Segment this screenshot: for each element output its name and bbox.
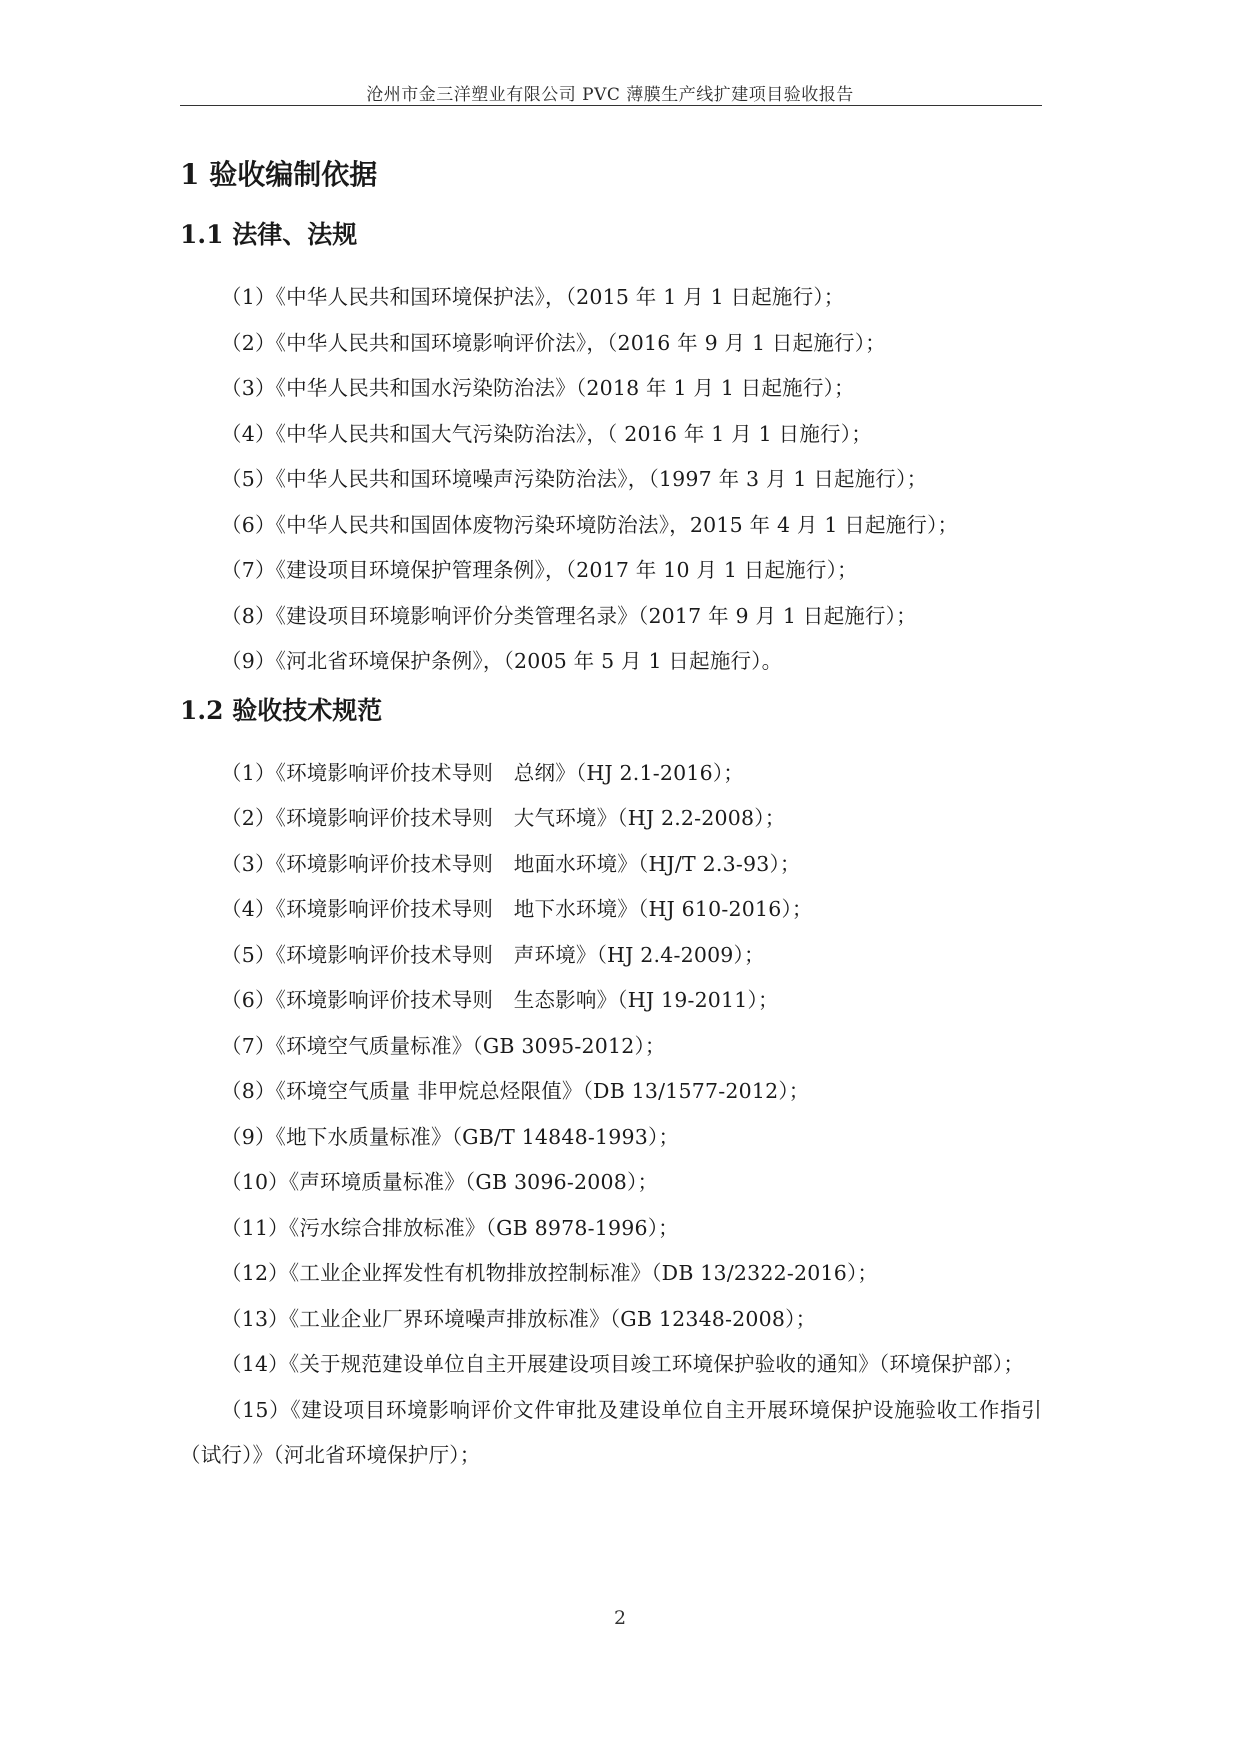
- list-item: （3）《中华人民共和国水污染防治法》（2018 年 1 月 1 日起施行）；: [221, 376, 855, 400]
- list-item: （9）《地下水质量标准》（GB/T 14848-1993）；: [221, 1124, 680, 1149]
- list-item: （15）《建设项目环境影响评价文件审批及建设单位自主开展环境保护设施验收工作指引（试行）》（河北省环境保护厅）；: [180, 1397, 1042, 1467]
- laws-list: [180, 275, 1042, 685]
- list-item: （4）《环境影响评价技术导则 地下水环境》（HJ 610-2016）；: [221, 897, 813, 921]
- section-heading-1-1: 1.1 法律、法规: [180, 220, 358, 249]
- list-item: （6）《中华人民共和国固体废物污染环境防治法》，2015 年 4 月 1 日起施行）；: [221, 512, 959, 537]
- list-item: （5）《中华人民共和国环境噪声污染防治法》，（1997 年 3 月 1 日起施行）；: [221, 467, 928, 491]
- list-item: （14）《关于规范建设单位自主开展建设项目竣工环境保护验收的通知》（环境保护部）；: [221, 1352, 1025, 1376]
- list-item: （8）《环境空气质量 非甲烷总烃限值》（DB 13/1577-2012）；: [221, 1079, 810, 1103]
- list-item: （8）《建设项目环境影响评价分类管理名录》（2017 年 9 月 1 日起施行）；: [221, 603, 917, 628]
- list-item: （3）《环境影响评价技术导则 地面水环境》（HJ/T 2.3-93）；: [221, 851, 801, 876]
- running-header: 沧州市金三洋塑业有限公司 PVC 薄膜生产线扩建项目验收报告: [366, 85, 854, 105]
- list-item: （7）《环境空气质量标准》（GB 3095-2012）；: [221, 1033, 666, 1058]
- list-item: （7）《建设项目环境保护管理条例》，（2017 年 10 月 1 日起施行）；: [221, 558, 858, 582]
- section-heading-1-2: 1.2 验收技术规范: [180, 695, 383, 725]
- list-item: （11）《污水综合排放标准》（GB 8978-1996）；: [221, 1215, 679, 1240]
- list-item: （12）《工业企业挥发性有机物排放控制标准》（DB 13/2322-2016）；: [221, 1261, 879, 1285]
- page-body: [180, 155, 1042, 1479]
- list-item: （5）《环境影响评价技术导则 声环境》（HJ 2.4-2009）；: [221, 942, 765, 967]
- list-item: （1）《环境影响评价技术导则 总纲》（HJ 2.1-2016）；: [221, 760, 745, 785]
- list-item: （2）《中华人民共和国环境影响评价法》，（2016 年 9 月 1 日起施行）；: [221, 330, 886, 355]
- list-item: （10）《声环境质量标准》（GB 3096-2008）；: [221, 1170, 659, 1194]
- list-item: （6）《环境影响评价技术导则 生态影响》（HJ 19-2011）；: [221, 988, 779, 1012]
- header-divider: [180, 105, 1042, 106]
- list-item: （4）《中华人民共和国大气污染防治法》，（ 2016 年 1 月 1 日施行）；: [221, 421, 872, 446]
- section-heading-1: 1 验收编制依据: [180, 158, 378, 191]
- technical-specs-list: [180, 751, 1042, 1479]
- list-item: （13）《工业企业厂界环境噪声排放标准》（GB 12348-2008）；: [221, 1306, 817, 1331]
- page-number: 2: [613, 1607, 627, 1629]
- list-item: （1）《中华人民共和国环境保护法》，（2015 年 1 月 1 日起施行）；: [221, 285, 845, 309]
- list-item: （2）《环境影响评价技术导则 大气环境》（HJ 2.2-2008）；: [221, 806, 786, 830]
- list-item: （9）《河北省环境保护条例》，（2005 年 5 月 1 日起施行）。: [221, 649, 783, 673]
